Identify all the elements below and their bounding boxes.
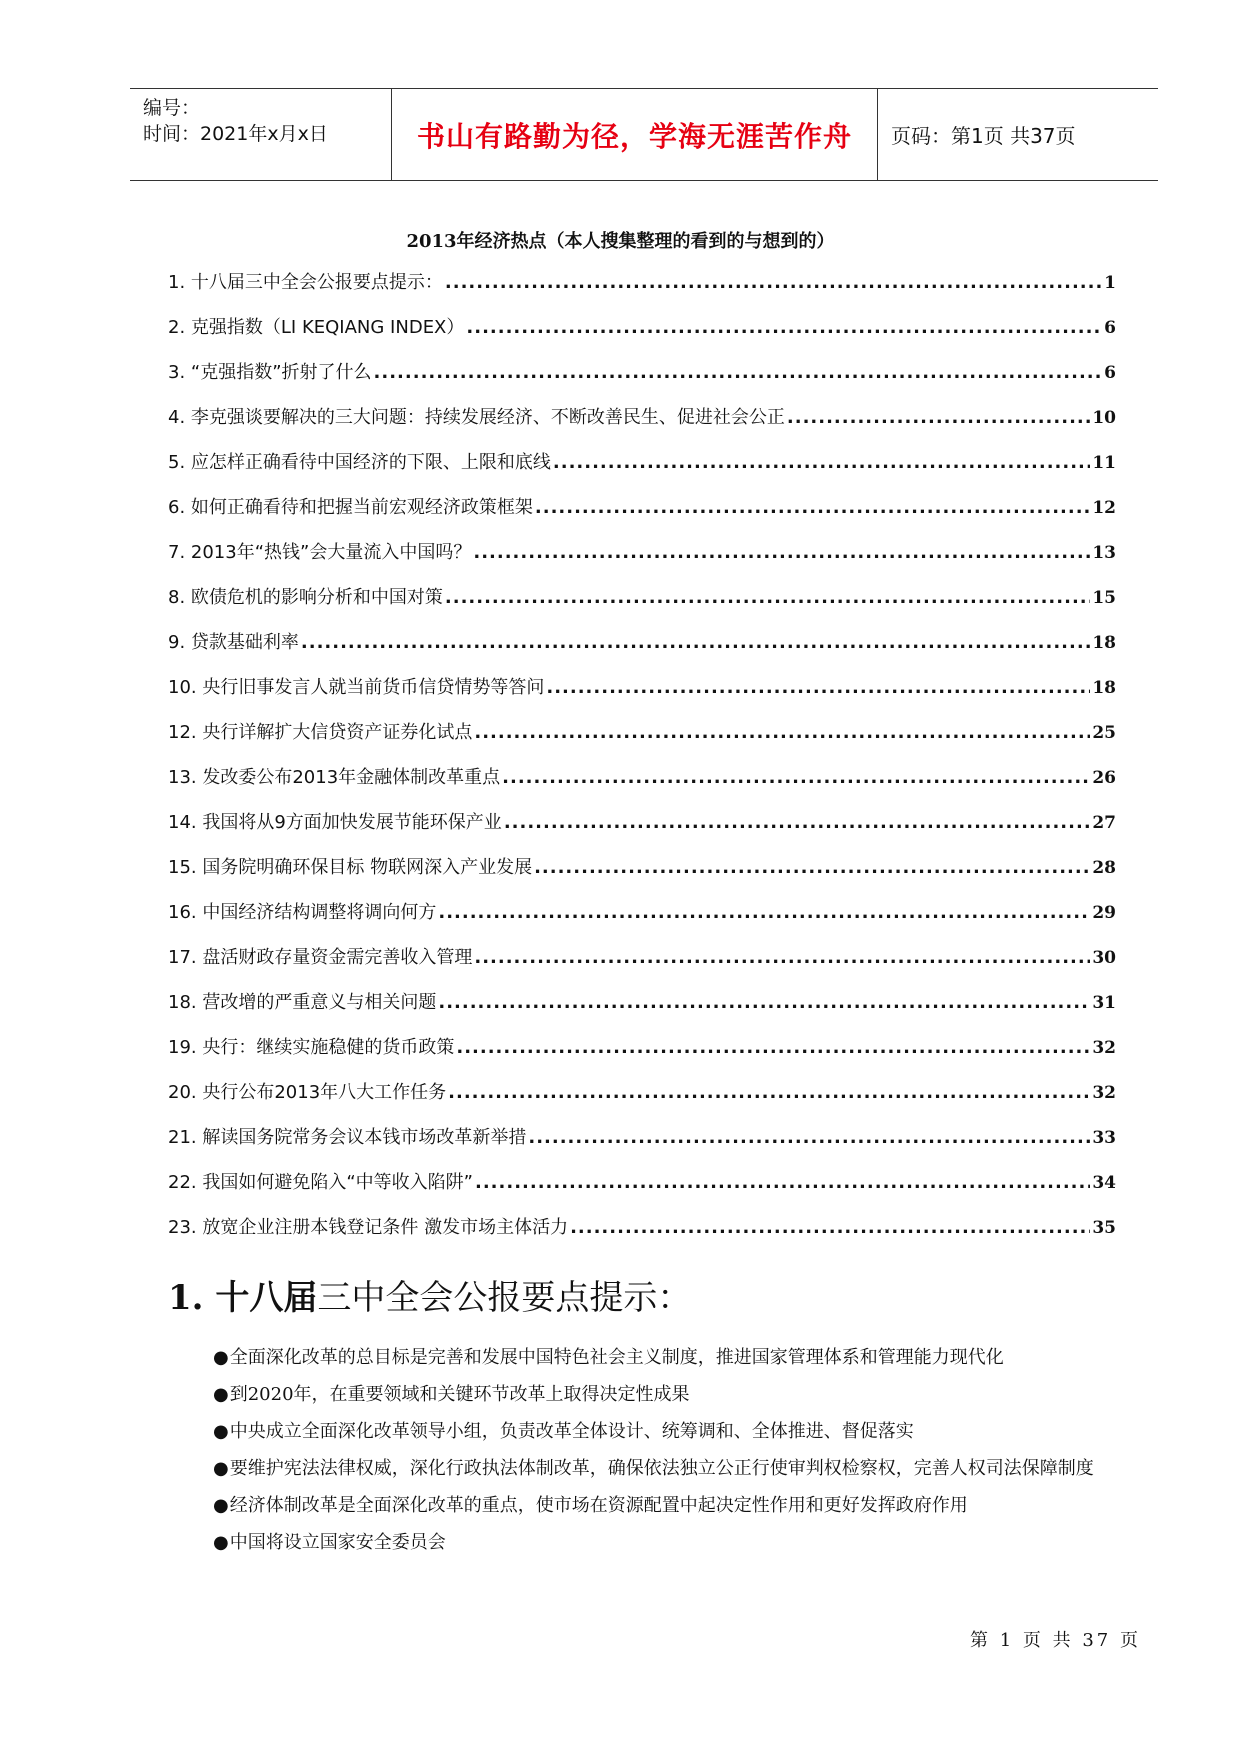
toc-entry-title[interactable]: 8. 欧债危机的影响分析和中国对策	[168, 587, 443, 608]
bullet-item	[168, 1413, 1123, 1450]
bullet-dot-icon: ●	[213, 1458, 229, 1479]
toc-entry-title[interactable]: 12. 央行详解扩大信贷资产证券化试点	[168, 722, 473, 743]
toc-leader-dots	[474, 947, 1090, 968]
toc-entry[interactable]	[168, 1033, 1116, 1078]
toc-entry[interactable]	[168, 1123, 1116, 1168]
toc-entry[interactable]	[168, 538, 1116, 583]
toc-entry-title[interactable]: 1. 十八届三中全会公报要点提示：	[168, 272, 443, 293]
toc-entry-page: 6	[1104, 363, 1116, 383]
toc-entry-title[interactable]: 2. 克强指数（LI KEQIANG INDEX）	[168, 317, 465, 338]
bullet-text: 中央成立全面深化改革领导小组，负责改革全体设计、统筹调和、全体推进、督促落实	[229, 1421, 914, 1442]
toc-entry[interactable]	[168, 1078, 1116, 1123]
page-header	[130, 88, 1158, 181]
bullet-list	[168, 1339, 1123, 1561]
toc-entry-title[interactable]: 22. 我国如何避免陷入“中等收入陷阱”	[168, 1172, 473, 1193]
toc-entry-title[interactable]: 3. “克强指数”折射了什么	[168, 362, 372, 383]
toc-entry-page: 26	[1092, 768, 1116, 788]
toc-leader-dots	[301, 632, 1090, 653]
toc-leader-dots	[438, 902, 1090, 923]
toc-entry-title[interactable]: 18. 营改增的严重意义与相关问题	[168, 992, 437, 1013]
toc-leader-dots	[504, 812, 1091, 833]
toc-entry-page: 25	[1092, 723, 1116, 743]
toc-entry-page: 35	[1092, 1218, 1116, 1238]
toc-leader-dots	[456, 1037, 1090, 1058]
toc-leader-dots	[502, 767, 1090, 788]
toc-entry[interactable]	[168, 898, 1116, 943]
toc-entry[interactable]	[168, 448, 1116, 493]
bullet-item	[168, 1524, 1123, 1561]
toc-entry-title[interactable]: 7. 2013年“热钱”会大量流入中国吗？	[168, 542, 472, 563]
toc-entry-title[interactable]: 9. 贷款基础利率	[168, 632, 299, 653]
toc-entry[interactable]	[168, 943, 1116, 988]
toc-entry[interactable]	[168, 583, 1116, 628]
bullet-text: 中国将设立国家安全委员会	[229, 1532, 446, 1553]
table-of-contents	[168, 268, 1116, 1258]
toc-entry[interactable]	[168, 358, 1116, 403]
toc-leader-dots	[438, 992, 1090, 1013]
bullet-text: 经济体制改革是全面深化改革的重点，使市场在资源配置中起决定性作用和更好发挥政府作用	[229, 1495, 968, 1516]
time-label: 时间：2021年x月x日	[143, 123, 328, 145]
toc-leader-dots	[546, 677, 1090, 698]
toc-leader-dots	[570, 1217, 1090, 1238]
toc-entry-title[interactable]: 20. 央行公布2013年八大工作任务	[168, 1082, 447, 1103]
bullet-item	[168, 1376, 1123, 1413]
toc-entry-page: 13	[1092, 543, 1116, 563]
toc-leader-dots	[445, 587, 1090, 608]
header-page-info: 页码：第1页 共37页	[891, 124, 1076, 148]
bullet-text: 全面深化改革的总目标是完善和发展中国特色社会主义制度，推进国家管理体系和管理能力现代化	[229, 1347, 1004, 1368]
toc-entry-title[interactable]: 15. 国务院明确环保目标 物联网深入产业发展	[168, 857, 533, 878]
toc-entry-title[interactable]: 17. 盘活财政存量资金需完善收入管理	[168, 947, 473, 968]
toc-leader-dots	[528, 1127, 1090, 1148]
section-heading	[168, 1270, 691, 1319]
section-heading-number: 1. 十八届	[168, 1278, 318, 1318]
toc-entry-title[interactable]: 5. 应怎样正确看待中国经济的下限、上限和底线	[168, 452, 551, 473]
toc-entry-page: 30	[1092, 948, 1116, 968]
bullet-item	[168, 1487, 1123, 1524]
toc-entry-page: 1	[1104, 273, 1116, 293]
toc-entry-page: 18	[1092, 678, 1116, 698]
section-heading-text: 三中全会公报要点提示：	[317, 1278, 692, 1318]
toc-entry-page: 18	[1092, 633, 1116, 653]
toc-entry[interactable]	[168, 313, 1116, 358]
toc-entry-title[interactable]: 4. 李克强谈要解决的三大问题：持续发展经济、不断改善民生、促进社会公正	[168, 407, 785, 428]
toc-entry[interactable]	[168, 1168, 1116, 1213]
toc-leader-dots	[534, 857, 1090, 878]
toc-entry-page: 31	[1092, 993, 1116, 1013]
toc-entry-page: 10	[1092, 408, 1116, 428]
toc-entry-page: 15	[1092, 588, 1116, 608]
toc-leader-dots	[466, 317, 1102, 338]
header-meta	[130, 89, 392, 180]
toc-entry-page: 32	[1092, 1083, 1116, 1103]
toc-entry-page: 28	[1092, 858, 1116, 878]
document-title: 2013年经济热点（本人搜集整理的看到的与想到的）	[406, 231, 835, 252]
bullet-item	[168, 1339, 1123, 1376]
toc-entry-page: 34	[1092, 1173, 1116, 1193]
toc-leader-dots	[787, 407, 1090, 428]
toc-entry-title[interactable]: 10. 央行旧事发言人就当前货币信贷情势等答问	[168, 677, 545, 698]
toc-entry[interactable]	[168, 763, 1116, 808]
bullet-dot-icon: ●	[213, 1495, 229, 1516]
bullet-dot-icon: ●	[213, 1532, 229, 1553]
toc-entry[interactable]	[168, 988, 1116, 1033]
bullet-item	[168, 1450, 1123, 1487]
toc-leader-dots	[374, 362, 1103, 383]
toc-leader-dots	[473, 542, 1090, 563]
number-label: 编号：	[143, 97, 201, 119]
toc-entry-title[interactable]: 21. 解读国务院常务会议本钱市场改革新举措	[168, 1127, 527, 1148]
toc-entry-title[interactable]: 13. 发改委公布2013年金融体制改革重点	[168, 767, 501, 788]
toc-entry-page: 11	[1092, 453, 1116, 473]
header-motto: 书山有路勤为径，学海无涯苦作舟	[392, 89, 878, 180]
bullet-dot-icon: ●	[213, 1421, 229, 1442]
toc-entry-title[interactable]: 16. 中国经济结构调整将调向何方	[168, 902, 437, 923]
toc-entry[interactable]	[168, 718, 1116, 763]
toc-entry-page: 32	[1092, 1038, 1116, 1058]
toc-entry[interactable]	[168, 493, 1116, 538]
toc-entry[interactable]	[168, 268, 1116, 313]
toc-entry-page: 6	[1104, 318, 1116, 338]
toc-leader-dots	[553, 452, 1090, 473]
toc-entry-title[interactable]: 6. 如何正确看待和把握当前宏观经济政策框架	[168, 497, 533, 518]
bullet-text: 要维护宪法法律权威，深化行政执法体制改革，确保依法独立公正行使审判权检察权，完善人权司法保障制度	[229, 1458, 1094, 1479]
toc-leader-dots	[475, 1172, 1090, 1193]
toc-leader-dots	[445, 272, 1102, 293]
toc-entry[interactable]	[168, 808, 1116, 853]
toc-entry-page: 27	[1092, 813, 1116, 833]
toc-entry-title[interactable]: 23. 放宽企业注册本钱登记条件 激发市场主体活力	[168, 1217, 569, 1238]
page-footer: 第 1 页 共 37 页	[970, 1630, 1141, 1651]
toc-entry-page: 29	[1092, 903, 1116, 923]
toc-leader-dots	[474, 722, 1090, 743]
toc-entry-page: 12	[1092, 498, 1116, 518]
bullet-dot-icon: ●	[213, 1384, 229, 1405]
toc-leader-dots	[448, 1082, 1090, 1103]
bullet-text: 到2020年，在重要领域和关键环节改革上取得决定性成果	[229, 1384, 690, 1405]
toc-entry[interactable]	[168, 853, 1116, 898]
toc-entry-title[interactable]: 14. 我国将从9方面加快发展节能环保产业	[168, 812, 502, 833]
toc-entry-page: 33	[1092, 1128, 1116, 1148]
toc-entry[interactable]	[168, 673, 1116, 718]
toc-entry[interactable]	[168, 1213, 1116, 1258]
bullet-dot-icon: ●	[213, 1347, 229, 1368]
toc-entry[interactable]	[168, 403, 1116, 448]
toc-entry-title[interactable]: 19. 央行：继续实施稳健的货币政策	[168, 1037, 455, 1058]
toc-entry[interactable]	[168, 628, 1116, 673]
toc-leader-dots	[535, 497, 1090, 518]
